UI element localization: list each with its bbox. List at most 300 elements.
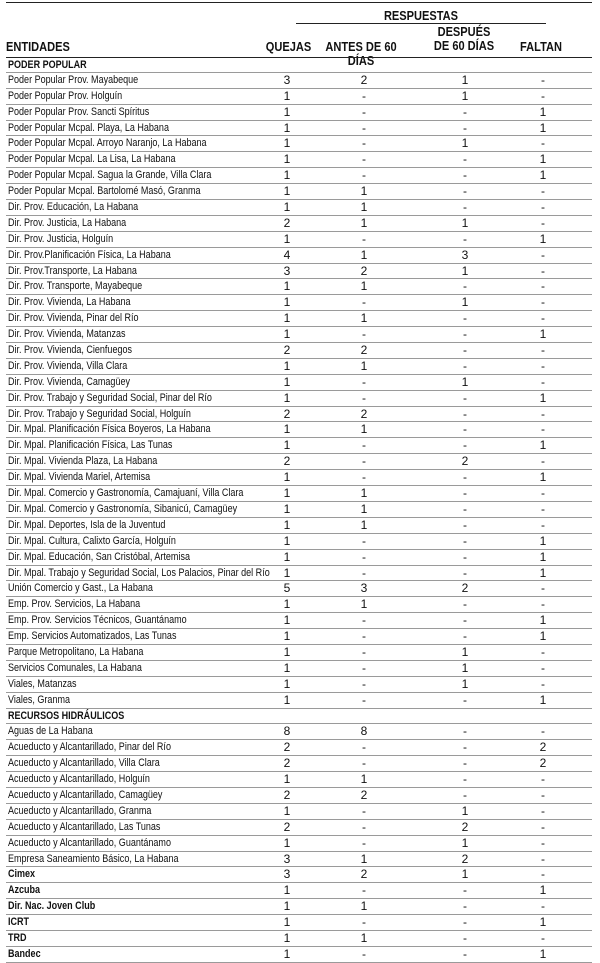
entity-name-cell: Unión Comercio y Gast., La Habana	[8, 582, 153, 595]
table-row	[6, 391, 592, 407]
despues-cell: -	[463, 883, 467, 898]
quejas-cell: 1	[283, 422, 291, 437]
quejas-cell: 2	[283, 756, 291, 771]
entity-name-cell: Dir. Prov. Vivienda, Villa Clara	[8, 359, 128, 372]
entity-name-cell: Dir. Prov. Educación, La Habana	[8, 201, 139, 214]
faltan-cell: 2	[539, 740, 547, 755]
despues-cell: 1	[461, 263, 469, 278]
despues-cell: 1	[461, 644, 469, 659]
faltan-cell: -	[541, 454, 545, 469]
antes-cell: -	[362, 883, 366, 898]
quejas-cell: 1	[283, 184, 291, 199]
quejas-cell: 3	[283, 263, 291, 278]
despues-cell: 1	[461, 72, 469, 87]
despues-cell: -	[463, 231, 467, 246]
antes-cell: -	[362, 168, 366, 183]
table-row	[6, 915, 592, 931]
entity-name-cell: ICRT	[8, 916, 30, 929]
table-row	[6, 168, 592, 184]
table-row	[6, 756, 592, 772]
faltan-cell: -	[541, 644, 545, 659]
despues-cell: -	[463, 899, 467, 914]
entity-name-cell: Acueducto y Alcantarillado, Holguín	[8, 773, 150, 786]
quejas-cell: 1	[283, 279, 291, 294]
top-rule	[6, 2, 592, 3]
antes-cell: -	[362, 819, 366, 834]
faltan-cell: -	[541, 501, 545, 516]
table-row	[6, 470, 592, 486]
despues-cell: 1	[461, 215, 469, 230]
quejas-cell: 8	[283, 724, 291, 739]
faltan-cell: 1	[539, 883, 547, 898]
table-row	[6, 486, 592, 502]
despues-cell: 1	[461, 660, 469, 675]
entity-name-cell: Acueducto y Alcantarillado, Las Tunas	[8, 820, 161, 833]
table-row	[6, 820, 592, 836]
despues-cell: 1	[461, 88, 469, 103]
despues-cell: 1	[461, 676, 469, 691]
quejas-cell: 2	[283, 343, 291, 358]
despues-cell: -	[463, 930, 467, 945]
faltan-header: FALTAN	[520, 39, 562, 54]
despues-cell: -	[463, 946, 467, 961]
table-row	[6, 422, 592, 438]
faltan-cell: -	[541, 803, 545, 818]
entity-name-cell: Aguas de La Habana	[8, 725, 93, 738]
faltan-cell: -	[541, 136, 545, 151]
table-row	[6, 804, 592, 820]
table-row	[6, 200, 592, 216]
quejas-cell: 1	[283, 390, 291, 405]
antes-cell: -	[362, 629, 366, 644]
entity-name-cell: Dir. Prov. Justicia, Holguín	[8, 232, 114, 245]
entity-name-cell: Cimex	[8, 868, 36, 881]
antes-cell: -	[362, 136, 366, 151]
antes-cell: 3	[360, 581, 368, 596]
antes-cell: -	[362, 835, 366, 850]
faltan-cell: -	[541, 215, 545, 230]
section-header-row	[6, 57, 592, 73]
entity-name-cell: Poder Popular Mcpal. La Lisa, La Habana	[8, 153, 176, 166]
table-row	[6, 550, 592, 566]
antes-cell: 2	[360, 263, 368, 278]
antes-cell: -	[362, 756, 366, 771]
entity-name-cell: Poder Popular Mcpal. Bartolomé Masó, Granma	[8, 185, 201, 198]
entity-name-cell: Dir. Mpal. Planificación Física, Las Tunas	[8, 439, 173, 452]
quejas-cell: 1	[283, 200, 291, 215]
antes-cell: -	[362, 660, 366, 675]
table-row	[6, 121, 592, 137]
quejas-cell: 1	[283, 88, 291, 103]
despues-cell: -	[463, 279, 467, 294]
despues-cell: -	[463, 787, 467, 802]
entity-name-cell: Parque Metropolitano, La Habana	[8, 645, 144, 658]
despues-cell: -	[463, 597, 467, 612]
table-row	[6, 645, 592, 661]
antes-cell: -	[362, 803, 366, 818]
faltan-cell: -	[541, 930, 545, 945]
antes-cell: -	[362, 454, 366, 469]
entity-name-cell: Emp. Prov. Servicios Técnicos, Guantánamo	[8, 614, 187, 627]
quejas-cell: 1	[283, 692, 291, 707]
faltan-cell: 1	[539, 120, 547, 135]
despues-cell: -	[463, 422, 467, 437]
entity-name-cell: Poder Popular Prov. Sancti Spíritus	[8, 105, 150, 118]
antes-cell: 2	[360, 343, 368, 358]
faltan-cell: -	[541, 295, 545, 310]
quejas-cell: 2	[283, 406, 291, 421]
despues-cell: -	[463, 724, 467, 739]
table-row	[6, 899, 592, 915]
table-row	[6, 883, 592, 899]
table-row	[6, 852, 592, 868]
despues-cell: -	[463, 549, 467, 564]
antes-cell: 1	[360, 358, 368, 373]
despues-cell: 1	[461, 295, 469, 310]
table-row	[6, 248, 592, 264]
despues-cell: -	[463, 120, 467, 135]
entities-table	[6, 57, 592, 963]
faltan-cell: -	[541, 835, 545, 850]
faltan-cell: -	[541, 597, 545, 612]
entity-name-cell: Dir. Mpal. Vivienda Plaza, La Habana	[8, 455, 158, 468]
despues-cell: -	[463, 533, 467, 548]
antes-cell: 1	[360, 486, 368, 501]
faltan-cell: -	[541, 72, 545, 87]
entity-name-cell: Poder Popular Mcpal. Playa, La Habana	[8, 121, 169, 134]
antes-cell: 1	[360, 311, 368, 326]
entity-name-cell: Dir. Nac. Joven Club	[8, 900, 96, 913]
table-row	[6, 152, 592, 168]
entity-name-cell: Poder Popular Mcpal. Arroyo Naranjo, La Habana	[8, 137, 207, 150]
table-row	[6, 931, 592, 947]
quejas-cell: 1	[283, 644, 291, 659]
table-row	[6, 867, 592, 883]
entity-name-cell: Acueducto y Alcantarillado, Pinar del Río	[8, 741, 171, 754]
despues-cell: 2	[461, 851, 469, 866]
despues-cell: -	[463, 692, 467, 707]
faltan-cell: 1	[539, 327, 547, 342]
antes-cell: -	[362, 120, 366, 135]
antes-cell: -	[362, 613, 366, 628]
faltan-cell: -	[541, 867, 545, 882]
table-row	[6, 327, 592, 343]
quejas-cell: 1	[283, 565, 291, 580]
quejas-cell: 1	[283, 597, 291, 612]
despues-cell: 1	[461, 374, 469, 389]
table-row	[6, 581, 592, 597]
entity-name-cell: Dir. Mpal. Vivienda Mariel, Artemisa	[8, 471, 151, 484]
table-row	[6, 740, 592, 756]
despues-cell: -	[463, 406, 467, 421]
table-row	[6, 136, 592, 152]
despues-cell: 1	[461, 803, 469, 818]
despues-cell: -	[463, 152, 467, 167]
table-row	[6, 311, 592, 327]
despues-cell: 2	[461, 819, 469, 834]
quejas-cell: 1	[283, 120, 291, 135]
table-row	[6, 788, 592, 804]
despues-cell: -	[463, 311, 467, 326]
table-row	[6, 502, 592, 518]
entity-name-cell: Empresa Saneamiento Básico, La Habana	[8, 852, 179, 865]
antes-cell: 1	[360, 899, 368, 914]
entity-name-cell: Azcuba	[8, 884, 41, 897]
faltan-cell: 1	[539, 565, 547, 580]
table-row	[6, 295, 592, 311]
quejas-cell: 1	[283, 883, 291, 898]
despues-cell: -	[463, 613, 467, 628]
faltan-cell: 1	[539, 533, 547, 548]
despues-cell: -	[463, 327, 467, 342]
entity-name-cell: Dir. Mpal. Educación, San Cristóbal, Artemisa	[8, 550, 190, 563]
faltan-cell: -	[541, 422, 545, 437]
faltan-cell: -	[541, 772, 545, 787]
despues-cell: -	[463, 915, 467, 930]
table-row	[6, 359, 592, 375]
faltan-cell: -	[541, 819, 545, 834]
quejas-cell: 1	[283, 549, 291, 564]
quejas-cell: 1	[283, 168, 291, 183]
despues-cell: 2	[461, 581, 469, 596]
quejas-cell: 1	[283, 486, 291, 501]
faltan-cell: 1	[539, 692, 547, 707]
faltan-cell: 1	[539, 168, 547, 183]
entity-name-cell: Poder Popular Prov. Mayabeque	[8, 73, 139, 86]
table-row	[6, 518, 592, 534]
quejas-cell: 1	[283, 946, 291, 961]
faltan-cell: 2	[539, 756, 547, 771]
faltan-cell: 1	[539, 629, 547, 644]
entity-name-cell: PODER POPULAR	[8, 59, 87, 71]
faltan-cell: -	[541, 263, 545, 278]
faltan-cell: -	[541, 676, 545, 691]
entidades-header: ENTIDADES	[6, 39, 70, 54]
antes-cell: -	[362, 915, 366, 930]
antes-cell: -	[362, 295, 366, 310]
quejas-cell: 1	[283, 327, 291, 342]
quejas-cell: 1	[283, 803, 291, 818]
quejas-cell: 1	[283, 517, 291, 532]
antes-header: ANTES DE 60 DÍAS	[325, 39, 397, 68]
despues-cell: -	[463, 756, 467, 771]
faltan-cell: -	[541, 724, 545, 739]
faltan-cell: -	[541, 899, 545, 914]
antes-cell: -	[362, 740, 366, 755]
faltan-cell: -	[541, 374, 545, 389]
entity-name-cell: Dir. Prov. Trabajo y Seguridad Social, Holguín	[8, 407, 191, 420]
quejas-cell: 3	[283, 72, 291, 87]
antes-cell: -	[362, 470, 366, 485]
despues-cell: 1	[461, 867, 469, 882]
entity-name-cell: Acueducto y Alcantarillado, Villa Clara	[8, 757, 160, 770]
faltan-cell: -	[541, 406, 545, 421]
table-row	[6, 566, 592, 582]
antes-cell: -	[362, 644, 366, 659]
quejas-cell: 2	[283, 215, 291, 230]
faltan-cell: 1	[539, 390, 547, 405]
quejas-cell: 1	[283, 358, 291, 373]
despues-cell: -	[463, 104, 467, 119]
entity-name-cell: Dir. Prov. Vivienda, Camagüey	[8, 375, 131, 388]
quejas-cell: 1	[283, 613, 291, 628]
table-row	[6, 264, 592, 280]
entity-name-cell: Acueducto y Alcantarillado, Granma	[8, 804, 152, 817]
quejas-cell: 2	[283, 819, 291, 834]
table-row	[6, 629, 592, 645]
entity-name-cell: Dir. Mpal. Comercio y Gastronomía, Sibanicú, Camagüey	[8, 502, 238, 515]
table-row	[6, 232, 592, 248]
table-row	[6, 73, 592, 89]
quejas-cell: 1	[283, 295, 291, 310]
despues-cell: -	[463, 390, 467, 405]
despues-cell: -	[463, 501, 467, 516]
faltan-cell: 1	[539, 549, 547, 564]
despues-cell: -	[463, 772, 467, 787]
entity-name-cell: Dir. Mpal. Deportes, Isla de la Juventud	[8, 518, 166, 531]
antes-cell: 8	[360, 724, 368, 739]
quejas-cell: 2	[283, 454, 291, 469]
quejas-cell: 1	[283, 374, 291, 389]
faltan-cell: -	[541, 279, 545, 294]
table-row	[6, 105, 592, 121]
entity-name-cell: Poder Popular Prov. Holguín	[8, 89, 123, 102]
quejas-cell: 5	[283, 581, 291, 596]
faltan-cell: 1	[539, 470, 547, 485]
quejas-cell: 1	[283, 899, 291, 914]
despues-cell: -	[463, 629, 467, 644]
quejas-cell: 1	[283, 311, 291, 326]
quejas-cell: 1	[283, 438, 291, 453]
table-row	[6, 693, 592, 709]
quejas-cell: 1	[283, 136, 291, 151]
table-row	[6, 724, 592, 740]
quejas-cell: 1	[283, 930, 291, 945]
quejas-cell: 1	[283, 533, 291, 548]
antes-cell: -	[362, 549, 366, 564]
antes-cell: -	[362, 692, 366, 707]
table-row	[6, 836, 592, 852]
quejas-cell: 2	[283, 787, 291, 802]
entity-name-cell: Dir. Prov. Trabajo y Seguridad Social, Pinar del Río	[8, 391, 212, 404]
table-row	[6, 184, 592, 200]
antes-cell: 1	[360, 279, 368, 294]
entity-name-cell: Dir. Prov. Vivienda, Pinar del Río	[8, 312, 139, 325]
faltan-cell: -	[541, 184, 545, 199]
antes-cell: -	[362, 946, 366, 961]
antes-cell: 1	[360, 215, 368, 230]
table-row	[6, 534, 592, 550]
faltan-cell: 1	[539, 946, 547, 961]
entity-name-cell: Emp. Servicios Automatizados, Las Tunas	[8, 630, 177, 643]
table-row	[6, 279, 592, 295]
quejas-cell: 1	[283, 772, 291, 787]
entity-name-cell: Acueducto y Alcantarillado, Camagüey	[8, 788, 163, 801]
quejas-cell: 4	[283, 247, 291, 262]
faltan-cell: -	[541, 660, 545, 675]
antes-cell: -	[362, 374, 366, 389]
table-row	[6, 438, 592, 454]
antes-cell: 1	[360, 501, 368, 516]
faltan-cell: 1	[539, 152, 547, 167]
faltan-cell: -	[541, 247, 545, 262]
antes-cell: 1	[360, 517, 368, 532]
entity-name-cell: Dir. Prov.Transporte, La Habana	[8, 264, 137, 277]
quejas-cell: 1	[283, 501, 291, 516]
table-row	[6, 613, 592, 629]
antes-cell: 1	[360, 930, 368, 945]
faltan-cell: 1	[539, 915, 547, 930]
despues-cell: 2	[461, 454, 469, 469]
antes-cell: 2	[360, 72, 368, 87]
entity-name-cell: Dir. Prov. Justicia, La Habana	[8, 216, 127, 229]
antes-cell: -	[362, 327, 366, 342]
entity-name-cell: Dir. Prov. Transporte, Mayabeque	[8, 280, 143, 293]
antes-cell: -	[362, 565, 366, 580]
table-row	[6, 407, 592, 423]
faltan-cell: -	[541, 88, 545, 103]
antes-cell: 1	[360, 184, 368, 199]
entity-name-cell: Dir. Mpal. Trabajo y Seguridad Social, Los Palacios, Pinar del Río	[8, 566, 270, 579]
faltan-cell: -	[541, 343, 545, 358]
entity-name-cell: Dir. Prov. Vivienda, La Habana	[8, 296, 131, 309]
entity-name-cell: RECURSOS HIDRÁULICOS	[8, 709, 125, 722]
quejas-cell: 1	[283, 835, 291, 850]
antes-cell: 1	[360, 772, 368, 787]
table-row	[6, 661, 592, 677]
table-row	[6, 375, 592, 391]
faltan-cell: 1	[539, 438, 547, 453]
antes-cell: -	[362, 152, 366, 167]
despues-cell: -	[463, 343, 467, 358]
despues-cell: -	[463, 200, 467, 215]
despues-cell: -	[463, 740, 467, 755]
antes-cell: 1	[360, 851, 368, 866]
faltan-cell: -	[541, 311, 545, 326]
quejas-cell: 1	[283, 629, 291, 644]
table-row	[6, 89, 592, 105]
antes-cell: 1	[360, 200, 368, 215]
antes-cell: -	[362, 104, 366, 119]
quejas-cell: 1	[283, 104, 291, 119]
table-row	[6, 597, 592, 613]
faltan-cell: -	[541, 517, 545, 532]
faltan-cell: 1	[539, 613, 547, 628]
quejas-cell: 1	[283, 231, 291, 246]
antes-cell: -	[362, 88, 366, 103]
entity-name-cell: Dir. Prov. Vivienda, Cienfuegos	[8, 344, 133, 357]
faltan-cell: -	[541, 851, 545, 866]
faltan-cell: -	[541, 581, 545, 596]
quejas-cell: 1	[283, 676, 291, 691]
entity-name-cell: Dir. Prov. Vivienda, Matanzas	[8, 328, 126, 341]
quejas-cell: 3	[283, 867, 291, 882]
antes-cell: -	[362, 533, 366, 548]
antes-cell: -	[362, 231, 366, 246]
despues-cell: -	[463, 565, 467, 580]
despues-cell: 1	[461, 136, 469, 151]
despues-cell: -	[463, 486, 467, 501]
section-header-row	[6, 709, 592, 725]
faltan-cell: 1	[539, 104, 547, 119]
respuestas-header: RESPUESTAS	[383, 8, 459, 23]
despues-cell: -	[463, 358, 467, 373]
quejas-header: QUEJAS	[265, 39, 312, 54]
entity-name-cell: Acueducto y Alcantarillado, Guantánamo	[8, 836, 171, 849]
entity-name-cell: Poder Popular Mcpal. Sagua la Grande, Villa Clara	[8, 169, 212, 182]
entity-name-cell: Viales, Matanzas	[8, 677, 77, 690]
antes-cell: -	[362, 438, 366, 453]
